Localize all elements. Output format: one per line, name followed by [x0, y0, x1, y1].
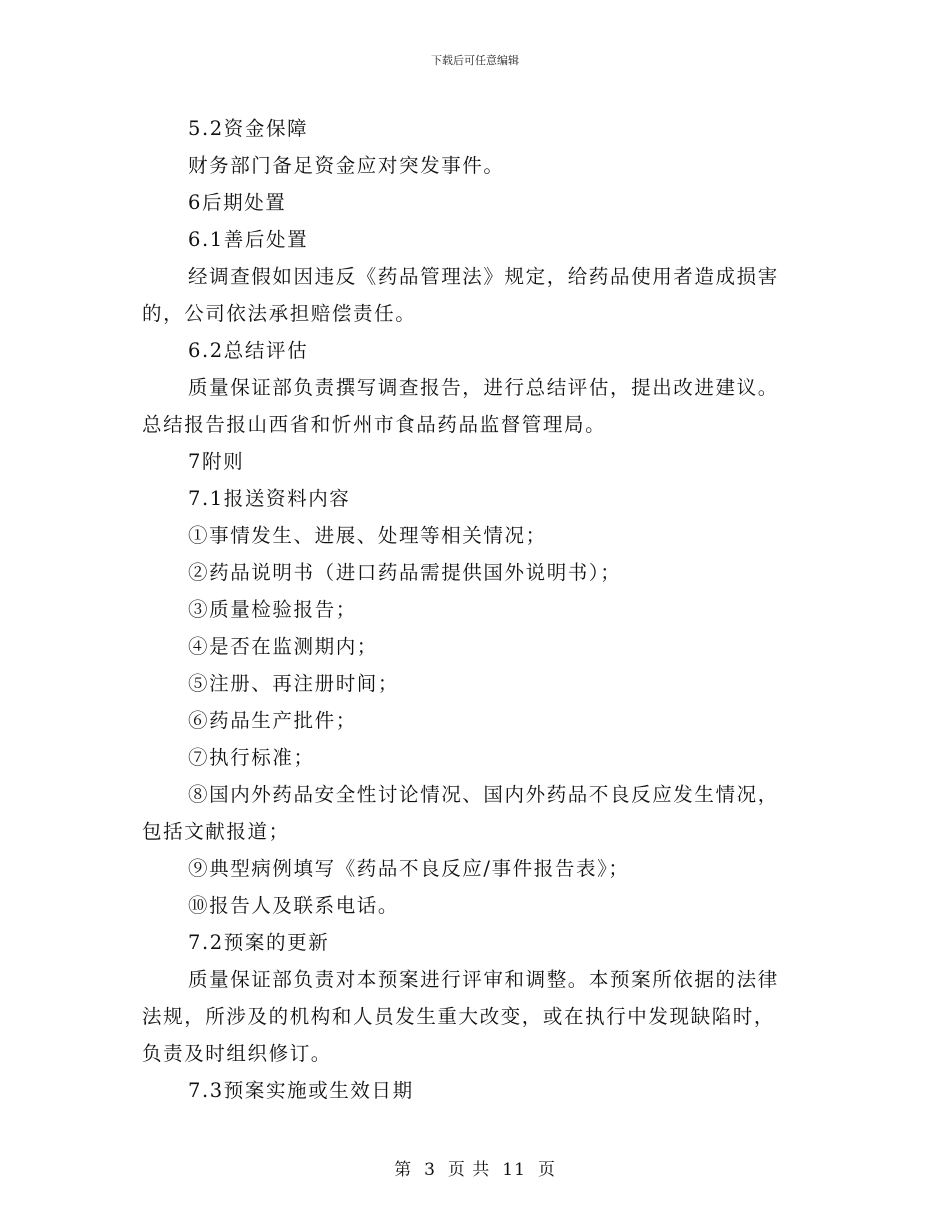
list-item: ⑨典型病例填写《药品不良反应/事件报告表》；: [188, 857, 630, 880]
footer-middle: 页 共: [447, 1160, 491, 1180]
section-heading: 7附则: [188, 450, 245, 473]
paragraph-line: 财务部门备足资金应对突发事件。: [188, 154, 505, 177]
footer-total-pages: 11: [502, 1160, 526, 1180]
section-heading: 5.2资金保障: [188, 117, 309, 140]
paragraph-line: 负责及时组织修订。: [142, 1042, 332, 1065]
section-heading: 6.1善后处置: [188, 228, 309, 251]
list-item-continuation: 包括文献报道；: [142, 820, 290, 843]
list-item: ⑥药品生产批件；: [188, 709, 357, 732]
section-heading: 6.2总结评估: [188, 339, 309, 362]
paragraph-line: 经调查假如因违反《药品管理法》规定，给药品使用者造成损害: [188, 265, 779, 288]
list-item: ④是否在监测期内；: [188, 635, 378, 658]
list-item: ③质量检验报告；: [188, 598, 357, 621]
paragraph-line: 法规，所涉及的机构和人员发生重大改变，或在执行中发现缺陷时，: [142, 1005, 776, 1028]
section-heading: 7.1报送资料内容: [188, 487, 351, 510]
document-body: [142, 110, 807, 1109]
list-item: ①事情发生、进展、处理等相关情况；: [188, 524, 547, 547]
section-heading: 7.2预案的更新: [188, 931, 330, 954]
list-item: ⑧国内外药品安全性讨论情况、国内外药品不良反应发生情况，: [188, 783, 779, 806]
list-item: ⑦执行标准；: [188, 746, 315, 769]
paragraph-line: 总结报告报山西省和忻州市食品药品监督管理局。: [142, 413, 607, 436]
paragraph-line: 质量保证部负责撰写调查报告，进行总结评估，提出改进建议。: [188, 376, 779, 399]
page-header: 下载后可任意编辑: [431, 54, 519, 67]
footer-suffix: 页: [537, 1160, 556, 1180]
page-footer: [0, 1155, 950, 1180]
paragraph-line: 的，公司依法承担赔偿责任。: [142, 302, 417, 325]
list-item: ⑩报告人及联系电话。: [188, 894, 400, 917]
paragraph-line: 质量保证部负责对本预案进行评审和调整。本预案所依据的法律: [188, 968, 779, 991]
section-heading: 6后期处置: [188, 191, 287, 214]
list-item: ⑤注册、再注册时间；: [188, 672, 400, 695]
section-heading: 7.3预案实施或生效日期: [188, 1079, 414, 1102]
footer-prefix: 第: [394, 1160, 413, 1180]
footer-page-number: 3: [424, 1160, 436, 1180]
list-item: ②药品说明书（进口药品需提供国外说明书）；: [188, 561, 622, 584]
